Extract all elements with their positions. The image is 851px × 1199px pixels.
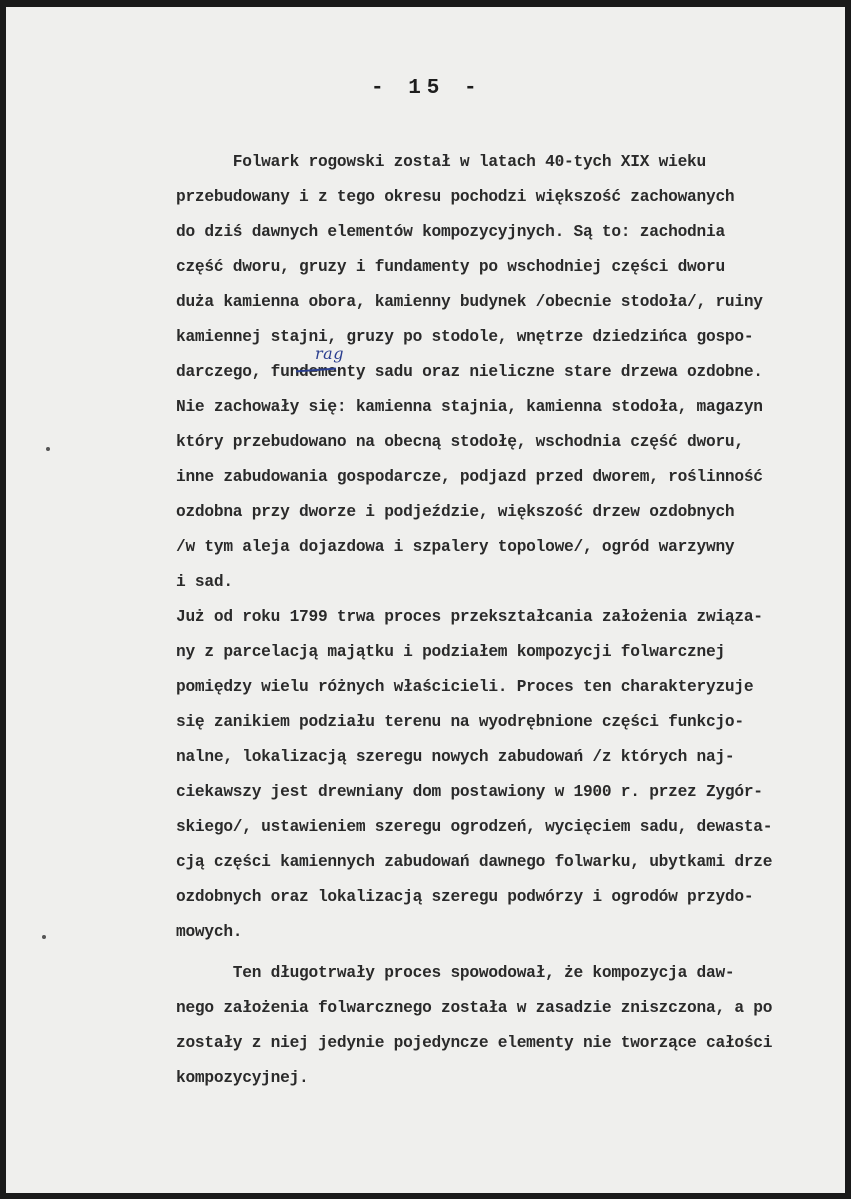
text-line: zostały z niej jedynie pojedyncze elementy nie tworzące całości [176, 1034, 773, 1052]
text-line: kompozycyjnej. [176, 1069, 309, 1087]
text-line: ozdobnych oraz lokalizacją szeregu podwórzy i ogrodów przydo- [176, 888, 754, 906]
text-line: mowych. [176, 923, 243, 941]
text-line: pomiędzy wielu różnych właścicieli. Proces ten charakteryzuje [176, 678, 754, 696]
hole-mark [42, 935, 46, 939]
hole-mark [46, 447, 50, 451]
text-line: ciekawszy jest drewniany dom postawiony w 1900 r. przez Zygór- [176, 783, 763, 801]
text-line: który przebudowano na obecną stodołę, wschodnia część dworu, [176, 433, 744, 451]
text-line: ozdobna przy dworze i podjeździe, większość drzew ozdobnych [176, 503, 735, 521]
text-line: duża kamienna obora, kamienny budynek /obecnie stodoła/, ruiny [176, 293, 763, 311]
text-line: skiego/, ustawieniem szeregu ogrodzeń, wycięciem sadu, dewasta- [176, 818, 773, 836]
text-line: /w tym aleja dojazdowa i szpalery topolowe/, ogród warzywny [176, 538, 735, 556]
text-line: cją części kamiennych zabudowań dawnego folwarku, ubytkami drze [176, 853, 773, 871]
text-line: Ten długotrwały proces spowodował, że kompozycja daw- [176, 964, 735, 982]
text-line: do dziś dawnych elementów kompozycyjnych. Są to: zachodnia [176, 223, 725, 241]
page-number: - 15 - [371, 77, 483, 100]
text-line: ny z parcelacją majątku i podziałem kompozycji folwarcznej [176, 643, 725, 661]
text-line: inne zabudowania gospodarcze, podjazd przed dworem, roślinność [176, 468, 763, 486]
text-line: część dworu, gruzy i fundamenty po wschodniej części dworu [176, 258, 725, 276]
text-line: kamiennej stajni, gruzy po stodole, wnętrze dziedzińca gospo- [176, 328, 754, 346]
text-line: i sad. [176, 573, 233, 591]
text-line: Folwark rogowski został w latach 40-tych XIX wieku [176, 153, 706, 171]
text-line: nalne, lokalizacją szeregu nowych zabudowań /z których naj- [176, 748, 735, 766]
text-line: przebudowany i z tego okresu pochodzi większość zachowanych [176, 188, 735, 206]
text-line: Nie zachowały się: kamienna stajnia, kamienna stodoła, magazyn [176, 398, 763, 416]
text-line: nego założenia folwarcznego została w zasadzie zniszczona, a po [176, 999, 773, 1017]
text-line: Już od roku 1799 trwa proces przekształcania założenia związa- [176, 608, 763, 626]
handwritten-correction: rag [315, 344, 344, 363]
text-line: darczego, fundementy sadu oraz nieliczne stare drzewa ozdobne. [176, 363, 763, 381]
document-page [6, 7, 845, 1193]
text-line: się zanikiem podziału terenu na wyodrębnione części funkcjo- [176, 713, 744, 731]
